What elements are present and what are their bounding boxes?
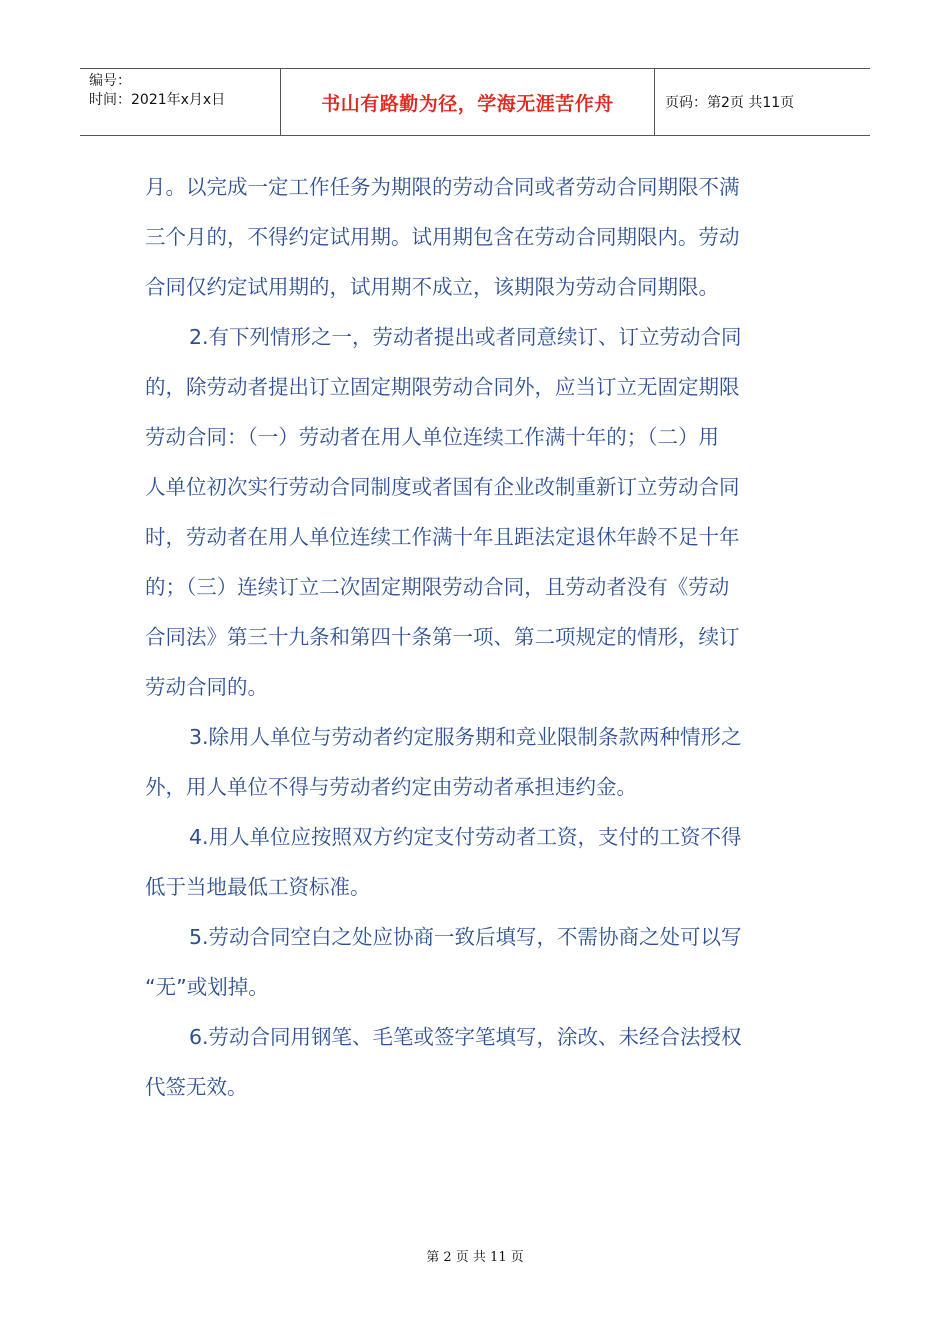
text-line: “无”或划掉。 xyxy=(145,975,269,999)
text-line: 的，除劳动者提出订立固定期限劳动合同外，应当订立无固定期限 xyxy=(145,375,740,399)
header-page-cell xyxy=(655,69,870,135)
document-time-label: 时间：2021年x月x日 xyxy=(89,92,226,108)
text-line: 5.劳动合同空白之处应协商一致后填写，不需协商之处可以写 xyxy=(189,925,742,949)
header-meta-cell xyxy=(80,69,281,135)
page-footer xyxy=(0,1246,950,1265)
text-line: 代签无效。 xyxy=(145,1075,248,1099)
paragraph-item-3 xyxy=(145,712,795,812)
paragraph-item-5 xyxy=(145,912,795,1012)
text-line: 4.用人单位应按照双方约定支付劳动者工资，支付的工资不得 xyxy=(189,825,742,849)
header-page-info: 页码：第2页 共11页 xyxy=(665,95,795,111)
text-line: 3.除用人单位与劳动者约定服务期和竞业限制条款两种情形之 xyxy=(189,725,742,749)
document-header xyxy=(80,68,870,136)
footer-page-number: 第 2 页 共 11 页 xyxy=(426,1250,524,1265)
text-line: 低于当地最低工资标准。 xyxy=(145,875,371,899)
text-line: 时，劳动者在用人单位连续工作满十年且距法定退休年龄不足十年 xyxy=(145,525,740,549)
text-line: 6.劳动合同用钢笔、毛笔或签字笔填写，涂改、未经合法授权 xyxy=(189,1025,742,1049)
document-number-label: 编号： xyxy=(89,73,131,89)
text-line: 外，用人单位不得与劳动者约定由劳动者承担违约金。 xyxy=(145,775,637,799)
paragraph-continuation xyxy=(145,162,795,312)
text-line: 合同法》第三十九条和第四十条第一项、第二项规定的情形，续订 xyxy=(145,625,740,649)
text-line: 的；（三）连续订立二次固定期限劳动合同，且劳动者没有《劳动 xyxy=(145,575,730,599)
document-body xyxy=(145,162,795,1112)
text-line: 月。以完成一定工作任务为期限的劳动合同或者劳动合同期限不满 xyxy=(145,175,740,199)
text-line: 三个月的，不得约定试用期。试用期包含在劳动合同期限内。劳动 xyxy=(145,225,740,249)
text-line: 劳动合同的。 xyxy=(145,675,268,699)
paragraph-item-4 xyxy=(145,812,795,912)
text-line: 劳动合同：（一）劳动者在用人单位连续工作满十年的；（二）用 xyxy=(145,425,719,449)
text-line: 2.有下列情形之一，劳动者提出或者同意续订、订立劳动合同 xyxy=(189,325,742,349)
header-motto-cell xyxy=(281,69,655,135)
header-motto: 书山有路勤为径，学海无涯苦作舟 xyxy=(321,92,614,115)
text-line: 人单位初次实行劳动合同制度或者国有企业改制重新订立劳动合同 xyxy=(145,475,740,499)
paragraph-item-6 xyxy=(145,1012,795,1112)
text-line: 合同仅约定试用期的，试用期不成立，该期限为劳动合同期限。 xyxy=(145,275,719,299)
paragraph-item-2 xyxy=(145,312,795,712)
